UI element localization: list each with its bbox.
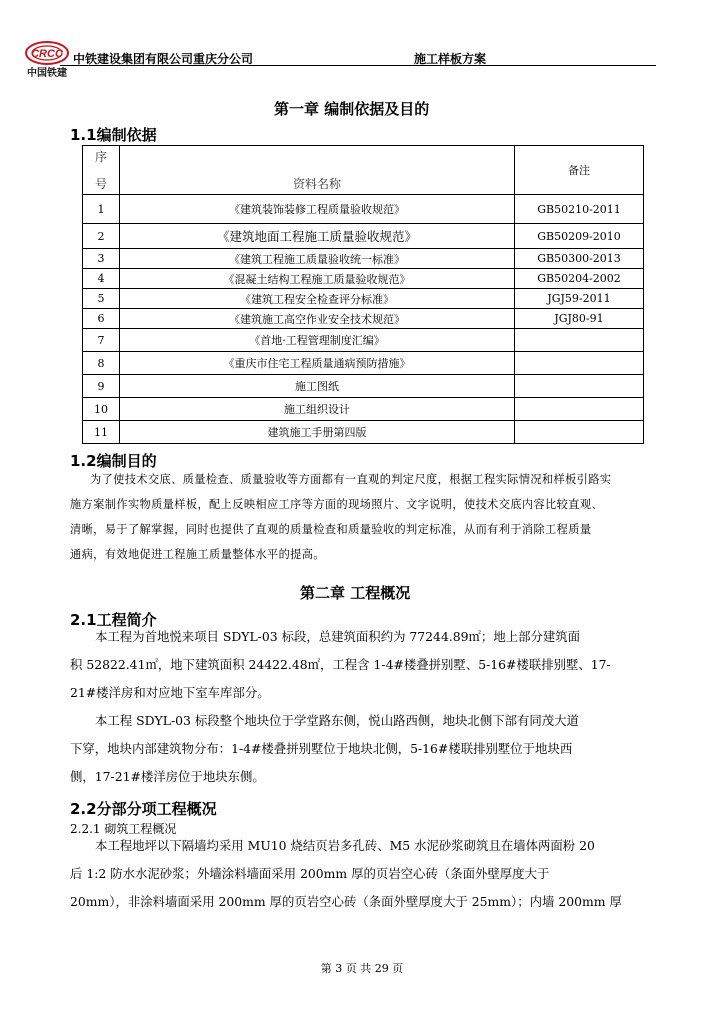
paragraph-line: 21#楼洋房和对应地下室车库部分。 (70, 685, 270, 700)
table-header-row (83, 146, 644, 195)
chapter-1-title: 第一章 编制依据及目的 (274, 100, 430, 118)
row-name: 建筑施工手册第四版 (120, 421, 515, 444)
row-no: 3 (83, 249, 120, 269)
page-number: 第 3 页 共 29 页 (320, 962, 404, 975)
row-note: GB50204-2002 (515, 269, 644, 289)
table-row (83, 289, 644, 309)
row-name: 《重庆市住宅工程质量通病预防措施》 (120, 352, 515, 375)
table-row (83, 352, 644, 375)
paragraph-line: 下穿，地块内部建筑物分布：1-4#楼叠拼别墅位于地块北侧，5-16#楼联排别墅位于地块西 (70, 741, 573, 756)
logo-subtitle: 中国铁建 (27, 68, 67, 79)
table-row (83, 309, 644, 329)
svg-text:CRCC: CRCC (31, 48, 63, 60)
header-name-cell (120, 146, 515, 195)
row-note (515, 375, 644, 398)
row-note: JGJ59-2011 (515, 289, 644, 309)
header-no-bottom: 号 (94, 177, 107, 191)
row-name: 施工组织设计 (120, 398, 515, 421)
section-1-1-title: 1.1编制依据 (70, 126, 157, 144)
paragraph-line: 20mm），非涂料墙面采用 200mm 厚的页岩空心砖（条面外壁厚度大于 25mm）；内墙 200mm 厚 (70, 894, 622, 909)
section-2-2-paragraph (70, 832, 660, 916)
section-2-1-paragraph (70, 623, 660, 791)
row-no: 9 (83, 375, 120, 398)
row-no: 6 (83, 309, 120, 329)
table-row (83, 329, 644, 352)
paragraph-line: 本工程地坪以下隔墙均采用 MU10 烧结页岩多孔砖、M5 水泥砂浆砌筑且在墙体两面粉 20 (95, 838, 595, 853)
row-note (515, 352, 644, 375)
row-name: 《建筑施工高空作业安全技术规范》 (120, 309, 515, 329)
section-1-2-paragraph (70, 467, 660, 567)
section-2-2-title: 2.2分部分项工程概况 (70, 800, 217, 818)
row-note (515, 329, 644, 352)
row-name: 施工图纸 (120, 375, 515, 398)
row-no: 10 (83, 398, 120, 421)
paragraph-line: 积 52822.41㎡，地下建筑面积 24422.48㎡，工程含 1-4#楼叠拼别墅、5-16#楼联排别墅、17- (70, 657, 611, 672)
chapter-2-title: 第二章 工程概况 (300, 584, 411, 602)
table-row (83, 375, 644, 398)
row-note: JGJ80-91 (515, 309, 644, 329)
header-no-top: 序 (94, 150, 107, 164)
table-row (83, 398, 644, 421)
basis-table (82, 145, 644, 444)
header-divider (60, 65, 656, 66)
table-row (83, 421, 644, 444)
table-row (83, 195, 644, 224)
company-name: 中铁建设集团有限公司重庆分公司 (73, 52, 254, 66)
paragraph-line: 本工程 SDYL-03 标段整个地块位于学堂路东侧，悦山路西侧，地块北侧下部有同茂大道 (95, 713, 579, 728)
document-title: 施工样板方案 (414, 52, 487, 66)
header-name: 资料名称 (292, 177, 341, 191)
row-name: 《混凝土结构工程施工质量验收规范》 (120, 269, 515, 289)
header-note: 备注 (568, 164, 590, 177)
paragraph-line: 为了使技术交底、质量检查、质量验收等方面都有一直观的判定尺度，根据工程实际情况和样板引路实 (90, 473, 612, 486)
table-row (83, 269, 644, 289)
row-no: 1 (83, 195, 120, 224)
crcc-logo-icon (24, 40, 70, 66)
row-note (515, 398, 644, 421)
row-name: 《建筑工程安全检查评分标准》 (120, 289, 515, 309)
table-row (83, 224, 644, 249)
row-name: 《建筑工程施工质量验收统一标准》 (120, 249, 515, 269)
row-note: GB50300-2013 (515, 249, 644, 269)
table-row (83, 249, 644, 269)
paragraph-line: 施方案制作实物质量样板，配上反映相应工序等方面的现场照片、文字说明，使技术交底内容比较直观、 (70, 498, 604, 511)
row-note: GB50209-2010 (515, 224, 644, 249)
section-2-1-title: 2.1工程简介 (70, 611, 157, 629)
row-name: 《建筑地面工程施工质量验收规范》 (120, 224, 515, 249)
row-no: 8 (83, 352, 120, 375)
paragraph-line: 通病，有效地促进工程施工质量整体水平的提高。 (70, 548, 325, 561)
paragraph-line: 本工程为首地悦来项目 SDYL-03 标段，总建筑面积约为 77244.89㎡；地上部分建筑面 (95, 629, 581, 644)
row-no: 5 (83, 289, 120, 309)
row-no: 4 (83, 269, 120, 289)
paragraph-line: 侧，17-21#楼洋房位于地块东侧。 (70, 769, 265, 784)
paragraph-line: 后 1:2 防水水泥砂浆；外墙涂料墙面采用 200mm 厚的页岩空心砖（条面外壁厚度大于 (70, 866, 550, 881)
row-no: 7 (83, 329, 120, 352)
header-note-cell (515, 146, 644, 195)
row-name: 《建筑装饰装修工程质量验收规范》 (120, 195, 515, 224)
header-no-cell (83, 146, 120, 195)
row-note (515, 421, 644, 444)
row-no: 11 (83, 421, 120, 444)
row-name: 《首地·工程管理制度汇编》 (120, 329, 515, 352)
paragraph-line: 清晰，易于了解掌握，同时也提供了直观的质量检查和质量验收的判定标准，从而有利于消除工程质量 (70, 523, 592, 536)
row-no: 2 (83, 224, 120, 249)
section-2-2-1-title: 2.2.1 砌筑工程概况 (70, 822, 177, 836)
row-note: GB50210-2011 (515, 195, 644, 224)
section-1-2-title: 1.2编制目的 (70, 452, 157, 470)
